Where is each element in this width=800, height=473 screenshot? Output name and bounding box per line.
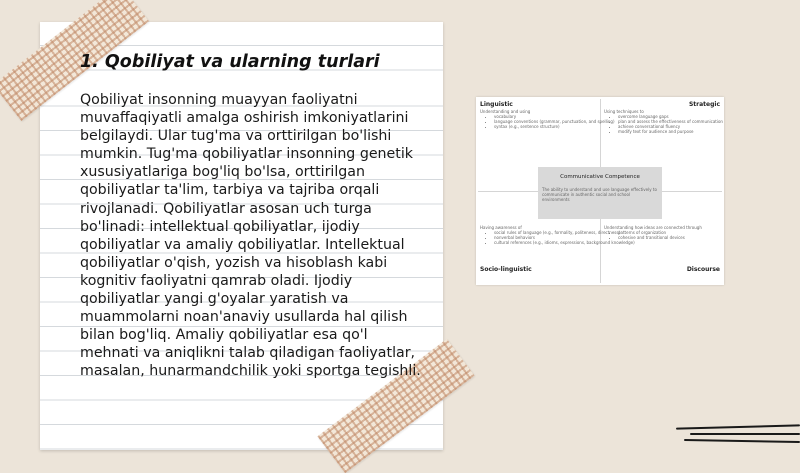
list-item: • achieve conversational fluency (618, 124, 723, 129)
quadrant-linguistic-list (480, 114, 615, 129)
quadrant-sociolinguistic-description: Having awareness of (480, 225, 522, 230)
list-item: • vocabulary (494, 114, 615, 119)
center-description: The ability to understand and use language effectively to communicate in authentic social and school environments (542, 187, 657, 202)
quadrant-linguistic-label: Linguistic (480, 101, 513, 108)
quadrant-discourse-label: Discourse (686, 266, 720, 273)
center-title: Communicative Competence (560, 174, 640, 180)
list-item: • cultural references (e.g., idioms, expressions, background knowledge) (494, 240, 635, 245)
list-item: • syntax (e.g., sentence structure) (494, 124, 615, 129)
slide-body-text[interactable]: Qobiliyat insonning muayyan faoliyatni muvaffaqiyatli amalga oshirish imkoniyatlarini belgilaydi. Ular tug'ma va orttirilgan bo'lishi mumkin. Tug'ma qobiliyatlar insonning genetik xususiyatlariga bog'liq bo'lsa, orttirilgan qobiliyatlar ta'lim, tarbiya va tajriba orqali rivojlanadi. Qobiliyatlar asosan uch turga bo'linadi: intellektual qobiliyatlar, ijodiy qobiliyatlar va amaliy qobiliyatlar. Intellektual qobiliyatlar o'qish, yozish va hisoblash kabi kognitiv faoliyatni qamrab oladi. Ijodiy qobiliyatlar yangi g'oyalar yaratish va muammolarni noan'anaviy usullarda hal qilish bilan bog'liq. Amaliy qobiliyatlar esa qo'l mehnati va aniqlikni talab qiladigan faoliyatlar, masalan, hunarmandchilik yoki sportga tegishli. (80, 92, 421, 380)
quadrant-discourse-description: Understanding how ideas are connected through (604, 225, 702, 230)
quadrant-linguistic-description: Understanding and using (480, 109, 531, 114)
list-item: • cohesive and transitional devices (618, 235, 685, 240)
center-competence-box (538, 167, 662, 219)
decorative-line (690, 433, 800, 435)
list-item: • modify text for audience and purpose (618, 129, 723, 134)
slide-title[interactable]: 1. Qobiliyat va ularning turlari (80, 52, 380, 72)
quadrant-discourse-list (604, 230, 685, 240)
quadrant-strategic-label: Strategic (688, 101, 720, 108)
list-item: • plan and assess the effectiveness of communication (618, 119, 723, 124)
list-item: • social rules of language (e.g., formality, politeness, directness) (494, 230, 635, 235)
decorative-line (676, 424, 800, 429)
decorative-line (684, 439, 800, 443)
communicative-competence-diagram[interactable] (476, 97, 724, 285)
quadrant-strategic-list (604, 114, 723, 134)
quadrant-strategic-description: Using techniques to (604, 109, 644, 114)
list-item: • patterns of organization (618, 230, 685, 235)
quadrant-sociolinguistic-label: Socio-linguistic (480, 266, 532, 273)
list-item: • overcome language gaps (618, 114, 723, 119)
list-item: • language conventions (grammar, punctuation, and spelling) (494, 119, 615, 124)
list-item: • nonverbal behaviors (494, 235, 635, 240)
